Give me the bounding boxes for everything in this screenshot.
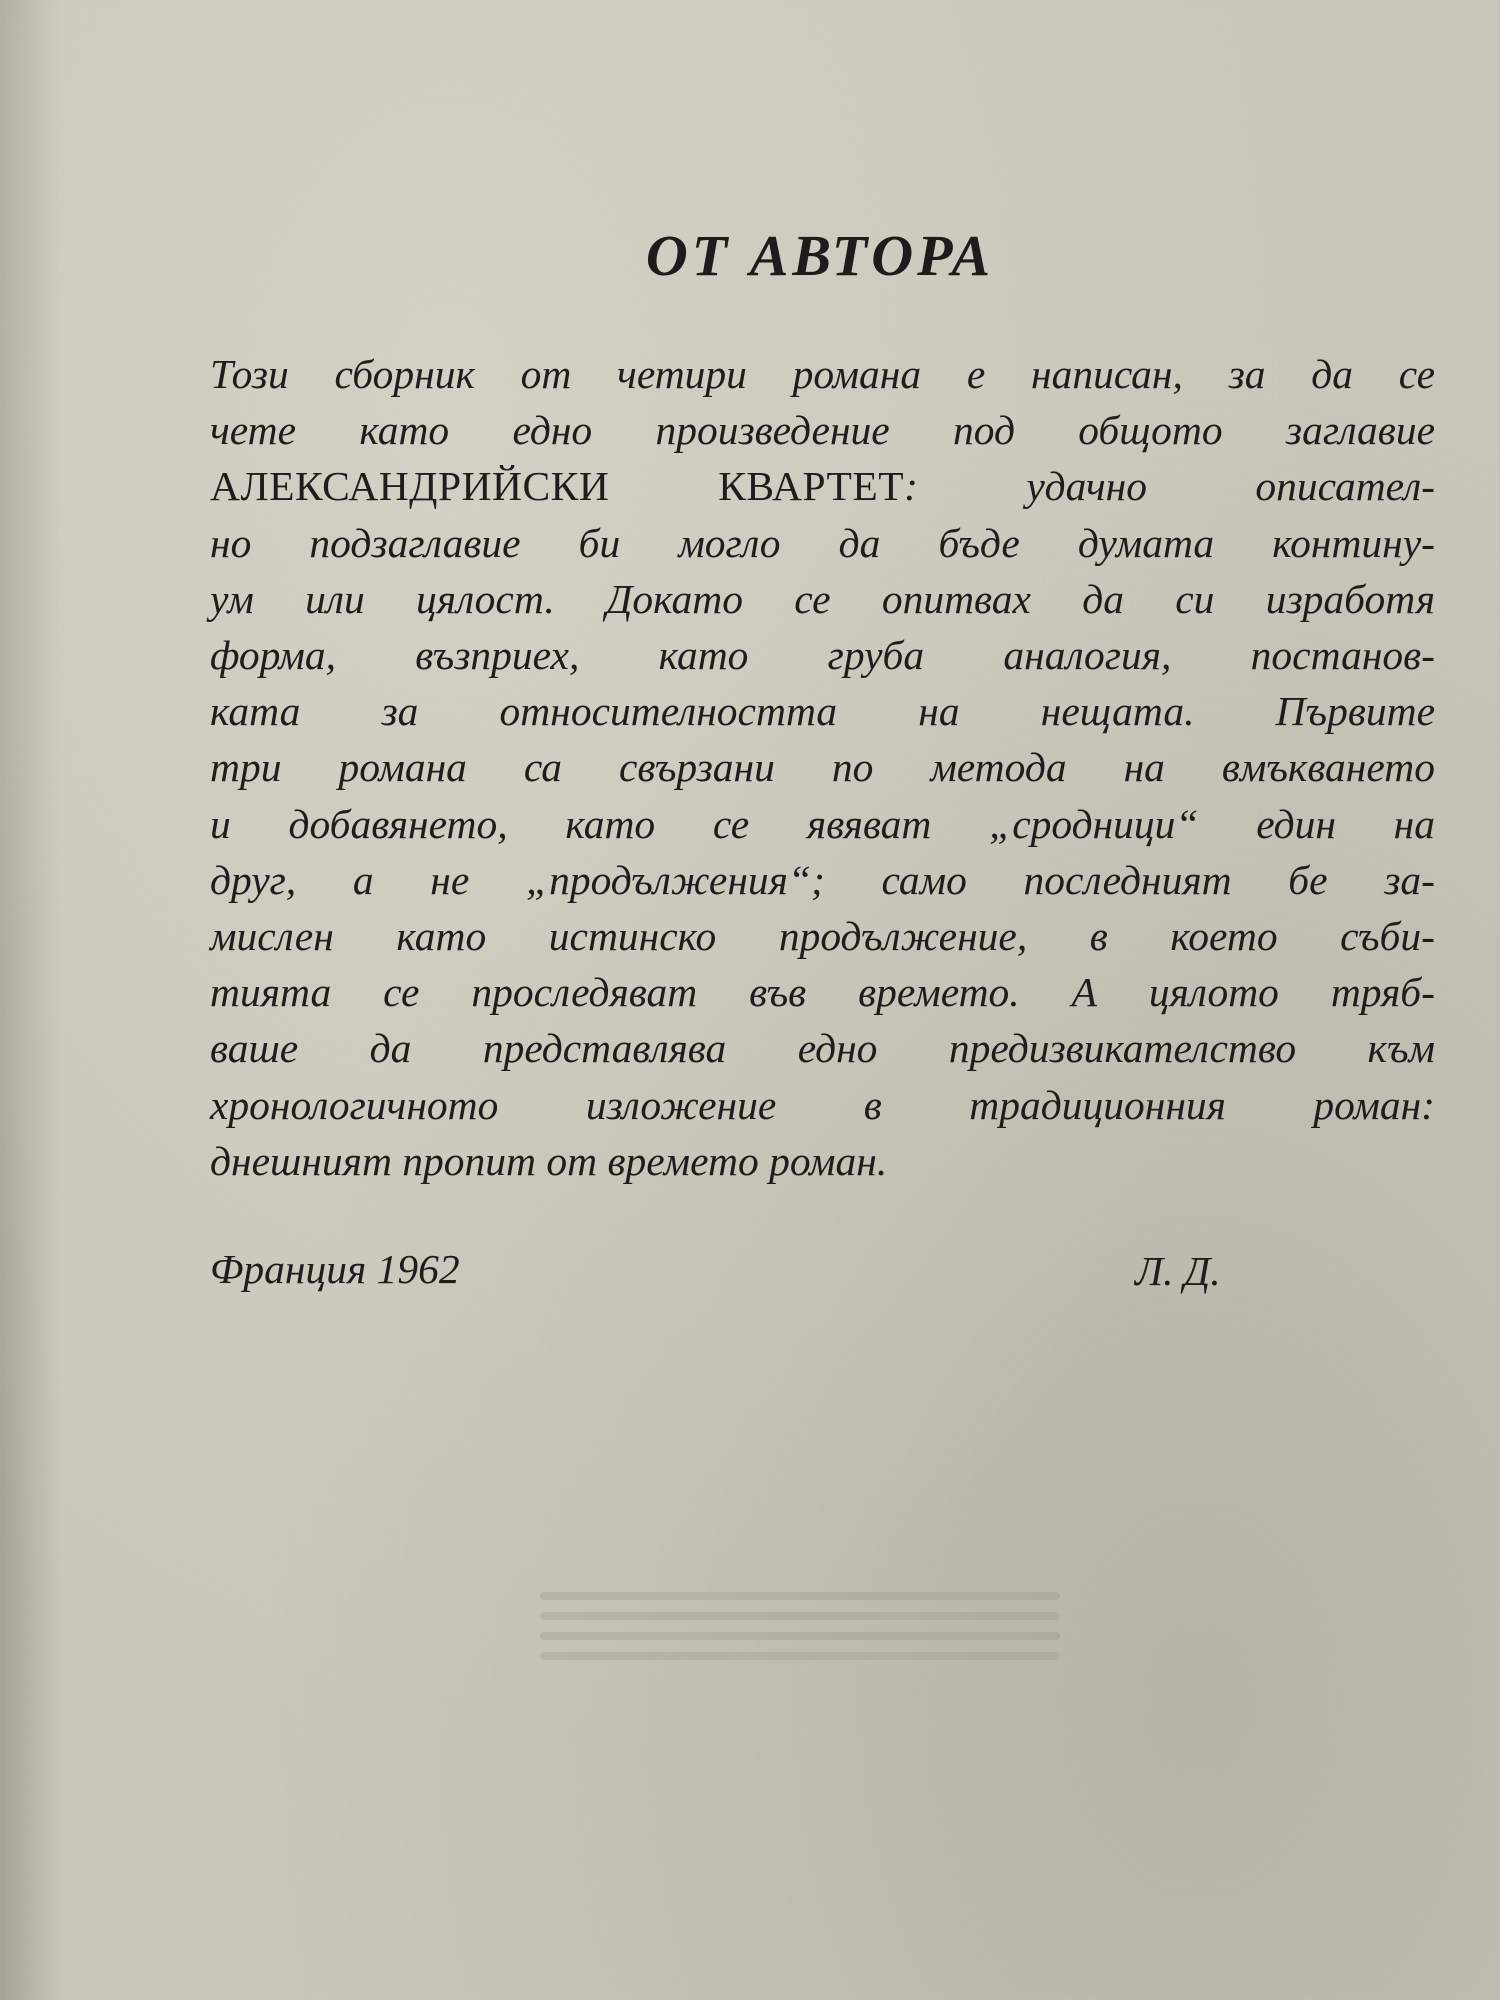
page-title: ОТ АВТОРА (645, 223, 995, 288)
text-line: хронологичното изложение в традиционния роман: (210, 1081, 1435, 1128)
text-line: друг, а не „продължения“; само последният бе за- (210, 856, 1435, 903)
text-line: ваше да представлява едно предизвикателство към (210, 1025, 1435, 1072)
text-line: но подзаглавие би могло да бъде думата контину- (210, 519, 1435, 566)
author-initials: Л. Д. (1135, 1248, 1221, 1294)
text-line: форма, възприех, като груба аналогия, постанов- (210, 632, 1435, 679)
text-line: днешният пропит от времето роман. (210, 1137, 888, 1184)
place-date: Франция 1962 (210, 1246, 460, 1292)
preface-text (210, 346, 1435, 1189)
text-line: ум или цялост. Докато се опитвах да си изработя (210, 575, 1435, 622)
text-line-remainder: : удачно описател- (904, 463, 1435, 510)
text-line: ката за относителността на нещата. Първите (210, 688, 1435, 735)
series-title: АЛЕКСАНДРИЙСКИ КВАРТЕТ (210, 463, 905, 510)
text-line: и добавянето, като се явяват „сродници“ един на (210, 800, 1435, 847)
text-line: Този сборник от четири романа е написан, за да се (210, 351, 1435, 397)
text-line: тията се проследяват във времето. А цялото тряб- (210, 969, 1435, 1016)
text-line-with-series-title (210, 458, 1435, 514)
text-line: мислен като истинско продължение, в което съби- (210, 913, 1435, 960)
show-through-texture (540, 1580, 1060, 1700)
text-line: чете като едно произведение под общото заглавие (210, 407, 1435, 454)
text-line: три романа са свързани по метода на вмъкването (210, 744, 1435, 791)
